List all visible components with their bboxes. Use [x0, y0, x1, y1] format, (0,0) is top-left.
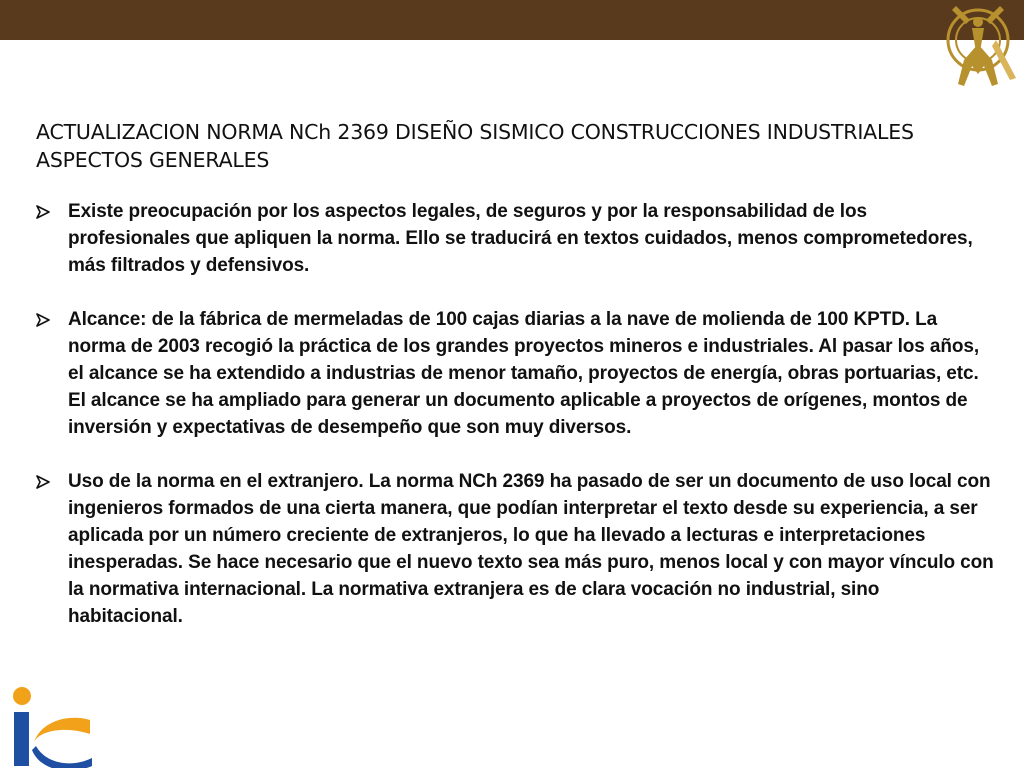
bullet-text: Existe preocupación por los aspectos legales, de seguros y por la responsabilidad de los profesionales que apliquen la norma. Ello se traducirá en textos cuidados, menos comprometedores, más filtrados y defensivos. [68, 201, 973, 276]
slide-title [36, 118, 1006, 174]
arrow-bullet-icon [36, 306, 68, 333]
top-bar [0, 0, 1024, 40]
bullet-text: Alcance: de la fábrica de mermeladas de 100 cajas diarias a la nave de molienda de 100 KPTD. La norma de 2003 recogió la práctica de los grandes proyectos mineros e industriales. Al pasar los años, el alcance se ha extendido a industrias de menor tamaño, proyectos de energía, obras portuarias, etc. El alcance se ha ampliado para generar un documento aplicable a proyectos de orígenes, montos de inversión y expectativas de desempeño que son muy diversos. [68, 309, 980, 438]
title-line-2: ASPECTOS GENERALES [36, 148, 270, 172]
institution-emblem-icon [936, 0, 1024, 92]
organization-logo-icon [6, 684, 98, 768]
bullet-list [36, 198, 994, 657]
title-line-1: ACTUALIZACION NORMA NCh 2369 DISEÑO SISMICO CONSTRUCCIONES INDUSTRIALES [36, 120, 914, 144]
bullet-item [36, 306, 994, 441]
arrow-bullet-icon [36, 468, 68, 495]
bullet-item [36, 468, 994, 630]
bullet-item [36, 198, 994, 279]
arrow-bullet-icon [36, 198, 68, 225]
bullet-text: Uso de la norma en el extranjero. La norma NCh 2369 ha pasado de ser un documento de uso local con ingenieros formados de una cierta manera, que podían interpretar el texto desde su experiencia, a ser aplicada por un número creciente de extranjeros, lo que ha llevado a lecturas e interpretaciones inesperadas. Se hace necesario que el nuevo texto sea más puro, menos local y con mayor vínculo con la normativa internacional. La normativa extranjera es de clara vocación no industrial, sino habitacional. [68, 471, 994, 627]
